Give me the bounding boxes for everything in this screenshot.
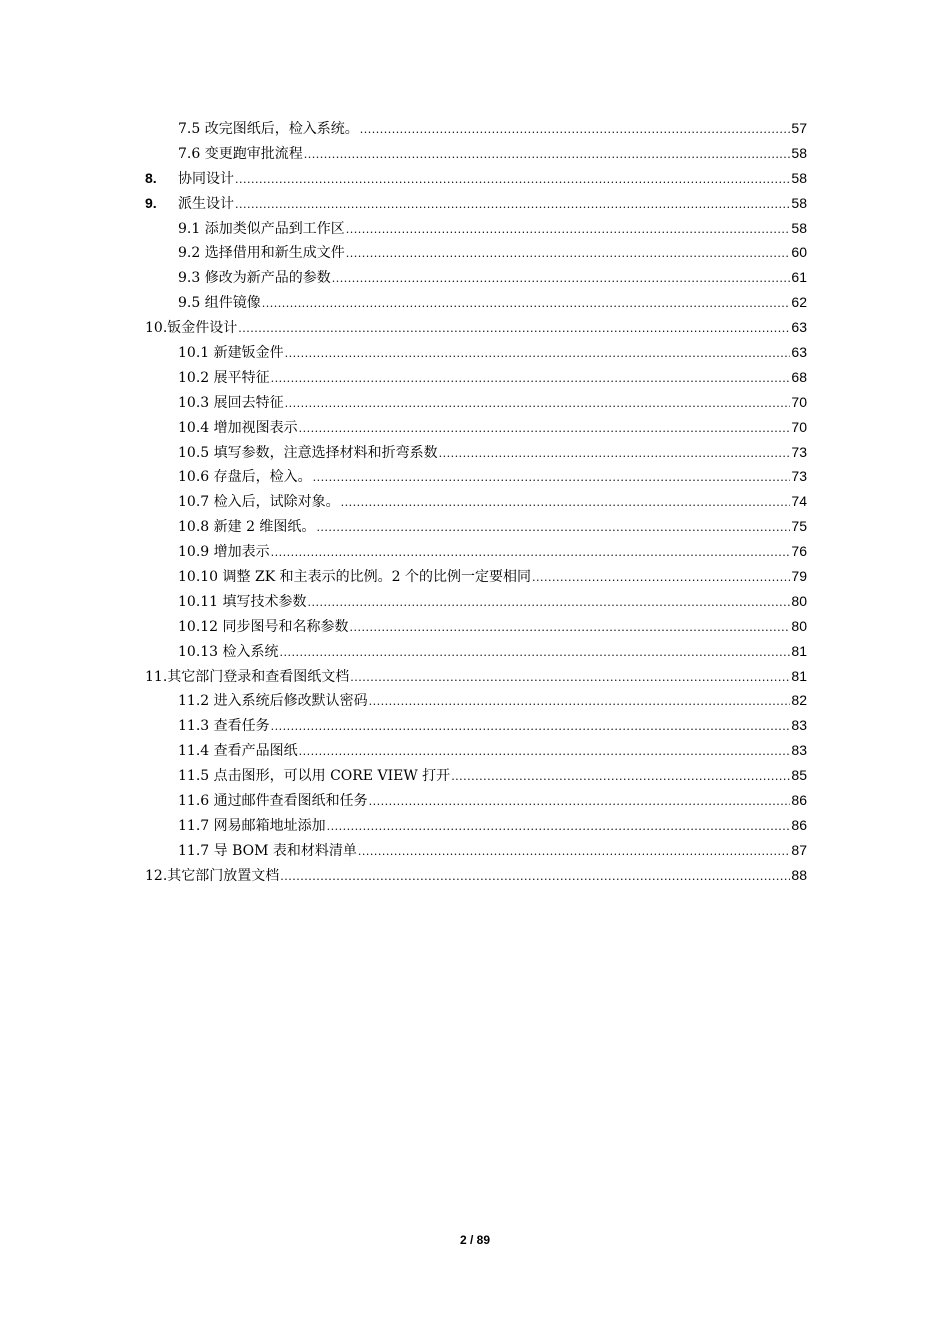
toc-entry[interactable] <box>145 315 807 340</box>
toc-entry-page: 63 <box>791 319 807 336</box>
toc-entry-label: 协同设计 <box>178 170 234 187</box>
toc-entry-page: 58 <box>791 219 807 236</box>
toc-entry-label: 10.1 新建钣金件 <box>178 345 284 362</box>
toc-entry-label: 10.钣金件设计 <box>145 320 238 337</box>
toc-entry[interactable] <box>145 440 807 465</box>
toc-entry[interactable] <box>145 863 807 888</box>
toc-entry-label: 10.3 展回去特征 <box>178 394 284 411</box>
toc-entry-page: 76 <box>791 543 807 560</box>
toc-entry[interactable] <box>145 290 807 315</box>
toc-entry-label: 10.2 展平特征 <box>178 369 270 386</box>
toc-entry-label: 7.5 改完图纸后，检入系统。 <box>178 121 359 137</box>
dot-leader <box>235 192 790 218</box>
toc-entry-label: 11.7 网易邮箱地址添加 <box>178 817 326 834</box>
dot-leader <box>369 689 791 715</box>
toc-entry-label: 10.8 新建 2 维图纸。 <box>178 519 316 536</box>
toc-entry[interactable] <box>145 713 807 738</box>
toc-entry-page: 80 <box>791 592 807 609</box>
toc-entry[interactable] <box>145 589 807 614</box>
toc-entry-label: 10.7 检入后，试除对象。 <box>178 494 340 511</box>
dot-leader <box>238 316 790 342</box>
toc-entry-label: 10.6 存盘后，检入。 <box>178 469 312 486</box>
page-number: 2 / 89 <box>459 1233 491 1247</box>
toc-entry[interactable] <box>145 464 807 489</box>
toc-entry[interactable] <box>145 838 807 863</box>
toc-entry-page: 73 <box>791 468 807 485</box>
toc-entry-label: 11.3 查看任务 <box>178 718 270 735</box>
dot-leader <box>532 565 790 591</box>
dot-leader <box>299 739 791 765</box>
dot-leader <box>271 714 791 740</box>
toc-entry-label: 11.7 导 BOM 表和材料清单 <box>178 842 357 859</box>
toc-entry-label: 10.13 检入系统 <box>178 643 279 660</box>
toc-entry-page: 75 <box>791 518 807 535</box>
dot-leader <box>316 515 790 541</box>
dot-leader <box>350 665 790 691</box>
toc-entry[interactable] <box>145 788 807 813</box>
dot-leader <box>358 839 791 865</box>
toc-entry-page: 74 <box>791 493 807 510</box>
dot-leader <box>341 490 791 516</box>
toc-entry-label: 10.9 增加表示 <box>178 544 270 561</box>
table-of-contents <box>145 116 807 888</box>
dot-leader <box>285 391 791 417</box>
toc-entry[interactable] <box>145 240 807 265</box>
toc-entry-label: 11.其它部门登录和查看图纸文档 <box>145 668 350 685</box>
toc-entry-page: 82 <box>791 692 807 709</box>
dot-leader <box>313 465 791 491</box>
toc-entry[interactable] <box>145 738 807 763</box>
toc-entry-page: 70 <box>791 393 807 410</box>
toc-entry-page: 79 <box>791 568 807 585</box>
dot-leader <box>280 640 791 666</box>
dot-leader <box>271 540 791 566</box>
toc-entry-label: 9.2 选择借用和新生成文件 <box>178 245 345 262</box>
toc-entry-label: 派生设计 <box>178 195 234 212</box>
toc-entry-page: 83 <box>791 742 807 759</box>
toc-entry[interactable] <box>145 166 807 191</box>
toc-entry-page: 85 <box>791 767 807 784</box>
toc-entry[interactable] <box>145 191 807 216</box>
toc-entry-page: 63 <box>791 344 807 361</box>
toc-entry[interactable] <box>145 564 807 589</box>
toc-entry[interactable] <box>145 141 807 166</box>
toc-entry[interactable] <box>145 639 807 664</box>
toc-entry-page: 58 <box>791 169 807 186</box>
toc-entry[interactable] <box>145 390 807 415</box>
toc-entry-page: 81 <box>791 667 807 684</box>
toc-entry-label: 10.10 调整 ZK 和主表示的比例。2 个的比例一定要相同 <box>178 569 531 586</box>
toc-entry-page: 68 <box>791 368 807 385</box>
toc-entry-label: 11.6 通过邮件查看图纸和任务 <box>178 793 368 810</box>
dot-leader <box>350 615 791 641</box>
toc-entry[interactable] <box>145 813 807 838</box>
toc-entry-page: 58 <box>791 144 807 161</box>
dot-leader <box>332 266 791 292</box>
dot-leader <box>346 241 791 267</box>
toc-entry[interactable] <box>145 539 807 564</box>
toc-entry[interactable] <box>145 365 807 390</box>
toc-entry[interactable] <box>145 514 807 539</box>
toc-entry-number: 8. <box>145 169 157 186</box>
dot-leader <box>369 789 791 815</box>
toc-entry[interactable] <box>145 265 807 290</box>
toc-entry-label: 11.4 查看产品图纸 <box>178 743 298 760</box>
toc-entry-page: 88 <box>791 866 807 883</box>
dot-leader <box>451 764 790 790</box>
toc-entry-label: 12.其它部门放置文档 <box>145 867 280 884</box>
dot-leader <box>308 590 791 616</box>
toc-entry[interactable] <box>145 340 807 365</box>
toc-entry-number: 9. <box>145 194 157 211</box>
toc-entry-label: 10.12 同步图号和名称参数 <box>178 618 349 635</box>
dot-leader <box>235 167 790 193</box>
toc-entry[interactable] <box>145 489 807 514</box>
dot-leader <box>271 366 791 392</box>
toc-entry-page: 58 <box>791 194 807 211</box>
dot-leader <box>285 341 791 367</box>
toc-entry-page: 61 <box>791 269 807 286</box>
toc-entry-page: 70 <box>791 418 807 435</box>
toc-entry[interactable] <box>145 664 807 689</box>
toc-entry[interactable] <box>145 763 807 788</box>
toc-entry[interactable] <box>145 216 807 241</box>
toc-entry-page: 60 <box>791 244 807 261</box>
toc-entry-page: 86 <box>791 792 807 809</box>
toc-entry-page: 57 <box>791 120 807 136</box>
toc-entry[interactable] <box>145 415 807 440</box>
toc-entry-page: 62 <box>791 294 807 311</box>
toc-entry[interactable] <box>145 614 807 639</box>
toc-entry-label: 11.5 点击图形，可以用 CORE VIEW 打开 <box>178 768 451 785</box>
toc-entry-page: 83 <box>791 717 807 734</box>
dot-leader <box>304 142 791 168</box>
dot-leader <box>262 291 791 317</box>
toc-entry-page: 80 <box>791 617 807 634</box>
dot-leader <box>327 814 791 840</box>
toc-entry-page: 81 <box>791 642 807 659</box>
dot-leader <box>299 416 791 442</box>
toc-entry[interactable] <box>145 688 807 713</box>
dot-leader <box>360 117 791 143</box>
dot-leader <box>280 864 790 890</box>
toc-entry-page: 86 <box>791 816 807 833</box>
toc-entry-label: 10.5 填写参数，注意选择材料和折弯系数 <box>178 444 438 461</box>
toc-entry-label: 10.11 填写技术参数 <box>178 593 307 610</box>
toc-entry-label: 7.6 变更跑审批流程 <box>178 145 303 162</box>
toc-entry-label: 11.2 进入系统后修改默认密码 <box>178 693 368 710</box>
toc-entry-label: 10.4 增加视图表示 <box>178 419 298 436</box>
toc-entry-label: 9.5 组件镜像 <box>178 295 261 312</box>
toc-entry-label: 9.3 修改为新产品的参数 <box>178 270 331 287</box>
dot-leader <box>346 217 791 243</box>
toc-entry[interactable] <box>145 116 807 141</box>
toc-entry-page: 87 <box>791 841 807 858</box>
toc-entry-page: 73 <box>791 443 807 460</box>
toc-entry-label: 9.1 添加类似产品到工作区 <box>178 220 345 237</box>
dot-leader <box>439 441 791 467</box>
